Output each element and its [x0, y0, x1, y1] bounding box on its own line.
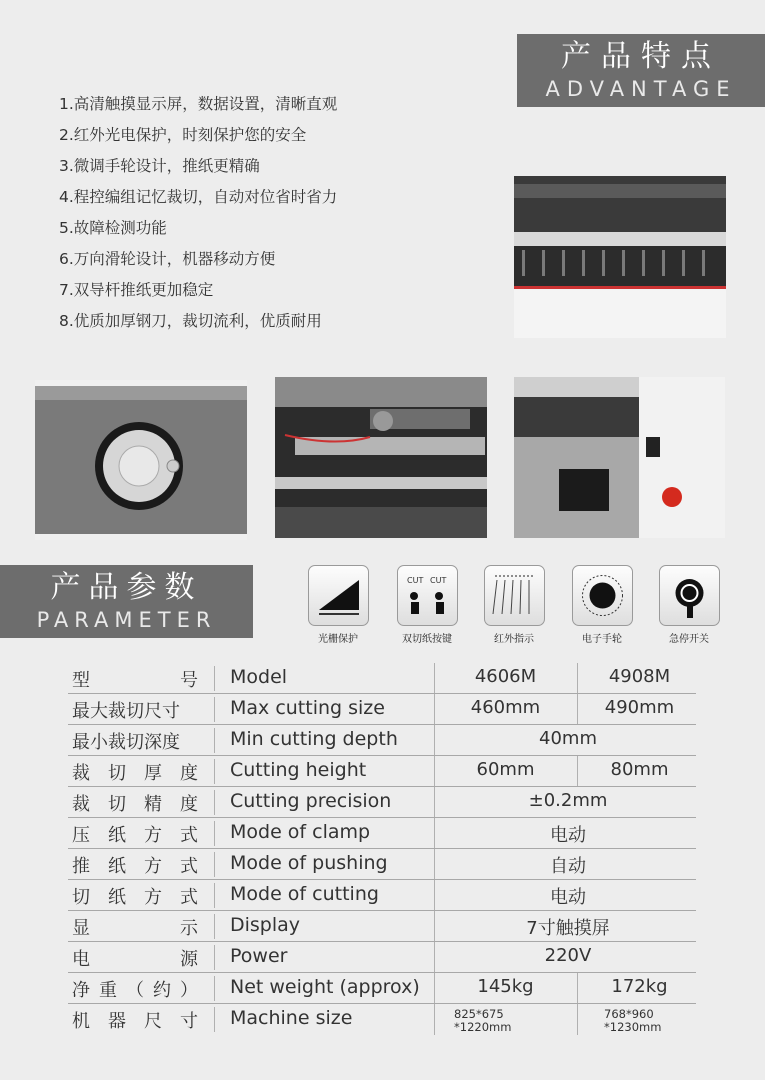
- row-value: 电动: [550, 887, 586, 908]
- row-label-cn: [72, 728, 198, 754]
- row-label-char: 压: [72, 825, 90, 846]
- table-row: [62, 973, 702, 1004]
- row-label-char: 推: [72, 856, 90, 877]
- icon-label: 双切纸按键: [402, 634, 452, 645]
- row-value-4908m: 490mm: [604, 697, 675, 718]
- row-value: 电动: [550, 825, 586, 846]
- row-label-en: Cutting precision: [230, 790, 392, 812]
- table-row: [62, 725, 702, 756]
- row-label-char: 切: [72, 887, 90, 908]
- feature-list: [59, 89, 337, 337]
- row-label-char: 号: [180, 670, 198, 691]
- column-divider: [214, 1007, 215, 1032]
- row-label-en: Model: [230, 666, 288, 688]
- row-label-char: 示: [180, 918, 198, 939]
- column-divider: [577, 1004, 578, 1035]
- icon-label: 光栅保护: [318, 634, 358, 645]
- table-row: [62, 663, 702, 694]
- row-label-cn: [72, 790, 198, 816]
- row-label-en: Min cutting depth: [230, 728, 398, 750]
- row-label-cn: [72, 914, 198, 940]
- row-label-char: 尺: [144, 1011, 162, 1032]
- row-label-char: 式: [180, 887, 198, 908]
- row-label-char: 纸: [108, 887, 126, 908]
- parameter-header: [0, 565, 253, 638]
- row-value: 7寸触摸屏: [526, 918, 610, 939]
- size-line: *1220mm: [454, 1020, 512, 1034]
- blade-photo: [514, 176, 726, 338]
- row-value-4606m: 145kg: [477, 976, 534, 997]
- feature-item: 3.微调手轮设计，推纸更精确: [59, 157, 260, 175]
- table-row: [62, 849, 702, 880]
- dual-cut-button-icon: [397, 565, 458, 626]
- column-divider: [214, 666, 215, 691]
- column-divider: [214, 790, 215, 815]
- parameter-title-en: PARAMETER: [36, 608, 217, 632]
- row-value: 自动: [550, 856, 586, 877]
- row-value-4606m: 460mm: [470, 697, 541, 718]
- row-label-char: 源: [180, 949, 198, 970]
- row-label-char: 净: [72, 980, 90, 1001]
- row-label-cn: [72, 821, 198, 847]
- cut-label: CUT: [430, 576, 447, 585]
- icon-light-curtain: [308, 565, 378, 645]
- column-divider: [214, 821, 215, 846]
- feature-item: 7.双导杆推纸更加稳定: [59, 281, 214, 299]
- row-label-char: 器: [108, 1011, 126, 1032]
- row-label-char: 最小裁切深度: [72, 732, 180, 753]
- light-curtain-icon: [308, 565, 369, 626]
- row-label-char: 厚: [144, 763, 162, 784]
- feature-item: 4.程控编组记忆裁切，自动对位省时省力: [59, 188, 338, 206]
- row-value: ±0.2mm: [528, 790, 608, 811]
- size-line: 768*960: [604, 1007, 654, 1021]
- row-label-char: 方: [144, 856, 162, 877]
- row-label-char: 最大裁切尺寸: [72, 701, 180, 722]
- icon-emergency-stop: [659, 565, 729, 645]
- icon-dual-cut: [397, 565, 467, 645]
- row-label-char: 型: [72, 670, 90, 691]
- row-label-cn: [72, 852, 198, 878]
- row-label-char: 裁: [72, 794, 90, 815]
- row-label-cn: [72, 1007, 198, 1033]
- row-value-4908m: 4908M: [608, 666, 671, 687]
- row-label-cn: [72, 945, 198, 971]
- column-divider: [214, 914, 215, 939]
- emergency-stop-icon: [659, 565, 720, 626]
- row-label-en: Machine size: [230, 1007, 353, 1029]
- column-divider: [214, 852, 215, 877]
- row-label-char: 裁: [72, 763, 90, 784]
- row-label-cn: [72, 883, 198, 909]
- column-divider: [214, 697, 215, 722]
- row-label-cn: [72, 759, 198, 785]
- table-row: [62, 818, 702, 849]
- panel-photo: [514, 377, 725, 538]
- feature-item: 8.优质加厚钢刀，裁切流利，优质耐用: [59, 312, 322, 330]
- table-row: [62, 756, 702, 787]
- row-label-char: 约: [153, 980, 171, 1001]
- icon-infrared: [484, 565, 554, 645]
- row-label-char: ）: [180, 980, 198, 1001]
- icon-label: 急停开关: [669, 634, 709, 645]
- column-divider: [214, 759, 215, 784]
- row-label-char: 寸: [180, 1011, 198, 1032]
- row-label-char: 度: [180, 794, 198, 815]
- table-row: [62, 942, 702, 973]
- cut-label: CUT: [407, 576, 424, 585]
- column-divider: [214, 883, 215, 908]
- row-label-char: 式: [180, 856, 198, 877]
- row-label-char: 机: [72, 1011, 90, 1032]
- column-divider: [434, 1004, 435, 1035]
- row-value-4606m: [454, 1008, 564, 1034]
- advantage-title-en: ADVANTAGE: [545, 77, 737, 101]
- row-label-char: 式: [180, 825, 198, 846]
- icon-handwheel: [572, 565, 642, 645]
- row-label-en: Power: [230, 945, 288, 967]
- size-line: *1230mm: [604, 1020, 662, 1034]
- row-label-char: 切: [108, 794, 126, 815]
- row-value-4908m: 172kg: [611, 976, 668, 997]
- table-row: [62, 787, 702, 818]
- table-row: [62, 880, 702, 911]
- table-row: [62, 1004, 702, 1035]
- row-value: 40mm: [539, 728, 597, 749]
- advantage-header: [517, 34, 765, 107]
- row-label-en: Mode of pushing: [230, 852, 388, 874]
- row-label-char: 方: [144, 825, 162, 846]
- row-label-char: 显: [72, 918, 90, 939]
- row-label-char: 切: [108, 763, 126, 784]
- row-label-cn: [72, 666, 198, 692]
- feature-item: 1.高清触摸显示屏，数据设置，清晰直观: [59, 95, 338, 113]
- row-label-char: 重: [99, 980, 117, 1001]
- icon-label: 红外指示: [494, 634, 534, 645]
- gear-photo: [275, 377, 487, 538]
- row-label-en: Display: [230, 914, 301, 936]
- row-label-en: Mode of clamp: [230, 821, 371, 843]
- handwheel-photo: [35, 380, 247, 540]
- icon-label: 电子手轮: [582, 634, 622, 645]
- row-label-en: Net weight (approx): [230, 976, 420, 998]
- table-row: [62, 694, 702, 725]
- row-label-char: 精: [144, 794, 162, 815]
- row-label-cn: [72, 976, 198, 1002]
- row-label-char: 纸: [108, 856, 126, 877]
- size-line: 825*675: [454, 1007, 504, 1021]
- row-label-char: 方: [144, 887, 162, 908]
- electronic-handwheel-icon: [572, 565, 633, 626]
- column-divider: [214, 728, 215, 753]
- row-label-en: Cutting height: [230, 759, 367, 781]
- table-row: [62, 911, 702, 942]
- row-value: 220V: [544, 945, 592, 966]
- row-label-en: Mode of cutting: [230, 883, 379, 905]
- row-value-4606m: 60mm: [476, 759, 535, 780]
- parameter-title-cn: 产品参数: [50, 570, 203, 605]
- feature-item: 2.红外光电保护，时刻保护您的安全: [59, 126, 307, 144]
- column-divider: [214, 976, 215, 1001]
- row-label-cn: [72, 697, 198, 723]
- row-label-char: 度: [180, 763, 198, 784]
- row-label-char: （: [126, 980, 144, 1001]
- row-label-char: 电: [72, 949, 90, 970]
- feature-item: 5.故障检测功能: [59, 219, 167, 237]
- row-value-4908m: [604, 1008, 702, 1034]
- row-value-4908m: 80mm: [610, 759, 669, 780]
- feature-item: 6.万向滑轮设计，机器移动方便: [59, 250, 276, 268]
- column-divider: [214, 945, 215, 970]
- row-value-4606m: 4606M: [474, 666, 537, 687]
- infrared-indicator-icon: [484, 565, 545, 626]
- row-label-en: Max cutting size: [230, 697, 385, 719]
- advantage-title-cn: 产品特点: [561, 39, 721, 74]
- row-label-char: 纸: [108, 825, 126, 846]
